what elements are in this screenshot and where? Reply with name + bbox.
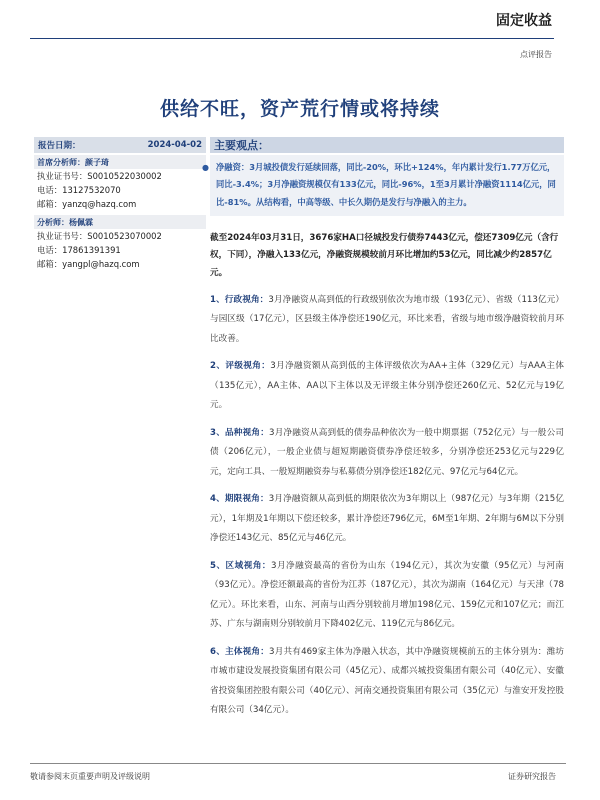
- key-points-header: 主要观点：: [210, 137, 564, 153]
- section-heading: 3、品种视角：: [210, 427, 270, 438]
- report-type: 点评报告: [520, 50, 552, 59]
- analyst-email[interactable]: 邮箱：yangpl@hazq.com: [37, 259, 140, 269]
- report-date-label: 报告日期：: [38, 141, 81, 151]
- analyst-name: 杨佩霖: [69, 217, 93, 227]
- bullet-icon: ●: [202, 163, 209, 172]
- analyst-phone: 电话：17861391391: [37, 245, 121, 255]
- report-category: 固定收益: [496, 13, 552, 29]
- chief-analyst-name: 颜子琦: [85, 157, 109, 167]
- chief-analyst-header: [34, 155, 206, 169]
- chief-cert: 执业证书号：S0010522030002: [37, 171, 162, 181]
- section-text: 3月净融资额从高到低的期限依次为3年期以上（987亿元）与3年期（215亿元），1年期及1年期以下偿还较多，累计净偿还796亿元，6M至1年期、2年期与6M以下分别净偿还143亿元、85亿元与46亿元。: [210, 494, 564, 544]
- page-title: 供给不旺，资产荒行情或将持续: [159, 98, 440, 120]
- section-paragraph: [210, 291, 564, 350]
- analyst-cert: 执业证书号：S0010523070002: [37, 231, 162, 241]
- footer-report-type: 证券研究报告: [508, 772, 556, 781]
- analyst-sidebar: [34, 137, 206, 271]
- header-divider: [30, 38, 554, 39]
- chief-email[interactable]: 邮箱：yanzq@hazq.com: [37, 199, 137, 209]
- analyst-label: 分析师：: [37, 217, 69, 227]
- analyst-header: [34, 215, 206, 229]
- section-paragraph: [210, 490, 564, 549]
- section-heading: 2、评级视角：: [210, 361, 271, 372]
- section-paragraph: [210, 424, 564, 483]
- lead-paragraph: 截至2024年03月31日，3676家HA口径城投发行债券7443亿元，偿还7309亿元（含行权，下同），净融入133亿元，净融资规模较前月环比增加约53亿元，同比减少约2857亿元。: [210, 232, 559, 279]
- main-content: [202, 137, 564, 721]
- footer-divider: [30, 763, 566, 764]
- section-heading: 1、行政视角：: [210, 294, 269, 305]
- section-heading: 6、主体视角：: [210, 646, 270, 657]
- report-date-value: 2024-04-02: [147, 140, 202, 150]
- section-text: 3月净融资从高到低的行政级别依次为地市级（193亿元）、省级（113亿元）与园区级（17亿元），区县级主体净偿还190亿元，环比来看，省级与地市级净融资较前月环比改善。: [210, 294, 564, 344]
- section-paragraph: [210, 357, 564, 416]
- chief-phone: 电话：13127532070: [37, 185, 121, 195]
- summary-box: [202, 155, 564, 216]
- section-text: 3月净融资最高的省份为山东（194亿元），其次为安徽（95亿元）与河南（93亿元）。净偿还额最高的省份为江苏（187亿元），其次为湖南（164亿元）与天津（78亿元）。环比来看，山东、河南与山西分别较前月增加198亿元、159亿元和107亿元；而江苏、广东与湖南则分别较前月下降402亿元、119亿元与86亿元。: [210, 560, 564, 630]
- section-text: 3月净融资从高到低的债券品种依次为一般中期票据（752亿元）与一般公司债（206亿元），一般企业债与超短期融资债券净偿还较多，分别净偿还253亿元与229亿元，定向工具、一般短期融资券与私募债分别净偿还182亿元、97亿元与64亿元。: [210, 427, 564, 477]
- section-paragraph: [210, 643, 564, 721]
- section-paragraph: [210, 557, 564, 635]
- section-heading: 5、区域视角：: [210, 560, 271, 571]
- report-date-bar: [34, 137, 206, 153]
- summary-text: 净融资：3月城投债发行延续回落，同比-20%，环比+124%，年内累计发行1.77万亿元，同比-3.4%；3月净融资规模仅有133亿元，同比-96%，1至3月累计净融资1114亿元，同比-81%。从结构看，中高等级、中长久期仍是发行与净融入的主力。: [216, 162, 556, 207]
- section-heading: 4、期限视角：: [210, 494, 269, 505]
- section-text: 3月净融资额从高到低的主体评级依次为AA+主体（329亿元）与AAA主体（135亿元），AA主体、AA以下主体以及无评级主体分别净偿还260亿元、52亿元与19亿元。: [210, 361, 564, 411]
- chief-analyst-label: 首席分析师：: [37, 157, 85, 167]
- footer-disclaimer: 敬请参阅末页重要声明及评级说明: [30, 772, 150, 781]
- section-text: 3月共有469家主体为净融入状态，其中净融资规模前五的主体分别为：潍坊市城市建设发展投资集团有限公司（45亿元）、成都兴城投资集团有限公司（40亿元）、安徽省投资集团控股有限公司（40亿元）、河南交通投资集团有限公司（35亿元）与淮安开发控股有限公司（34亿元）。: [210, 646, 564, 716]
